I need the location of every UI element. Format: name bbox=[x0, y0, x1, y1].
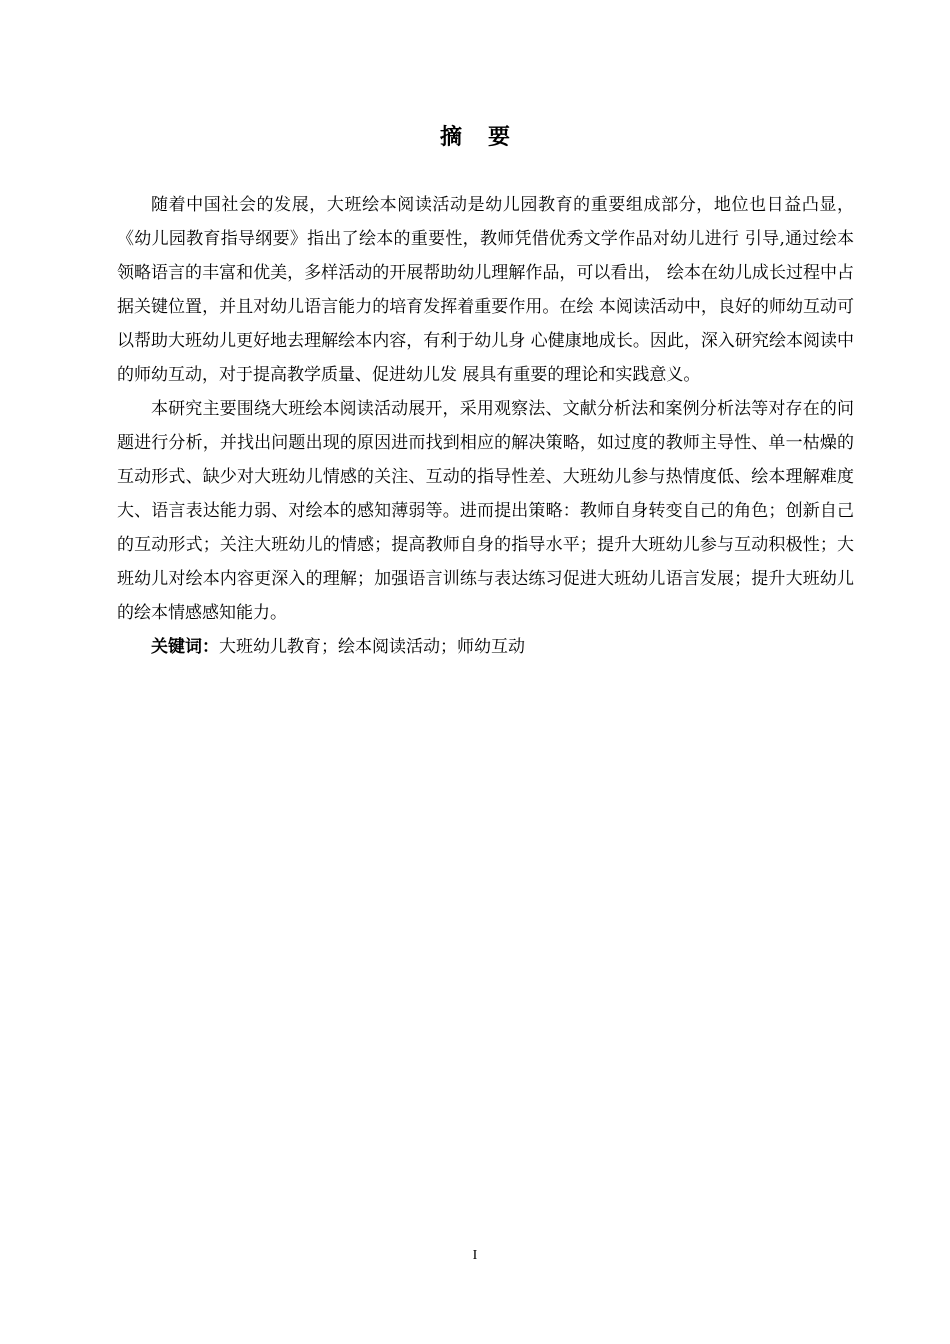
abstract-paragraph-2: 本研究主要围绕大班绘本阅读活动展开，采用观察法、文献分析法和案例分析法等对存在的问题进行分析，并找出问题出现的原因进而找到相应的解决策略，如过度的教师主导性、单一枯燥的互动形式、缺少对大班幼儿情感的关注、互动的指导性差、大班幼儿参与热情度低、绘本理解难度大、语言表达能力弱、对绘本的感知薄弱等。进而提出策略：教师自身转变自己的角色；创新自己的互动形式；关注大班幼儿的情感；提高教师自身的指导水平；提升大班幼儿参与互动积极性；大班幼儿对绘本内容更深入的理解；加强语言训练与表达练习促进大班幼儿语言发展；提升大班幼儿的绘本情感感知能力。 bbox=[117, 399, 854, 623]
abstract-paragraph-1: 随着中国社会的发展，大班绘本阅读活动是幼儿园教育的重要组成部分，地位也日益凸显，《幼儿园教育指导纲要》指出了绘本的重要性，教师凭借优秀文学作品对幼儿进行 引导,通过绘本领略语言的丰富和优美，多样活动的开展帮助幼儿理解作品，可以看出， 绘本在幼儿成长过程中占据关键位置，并且对幼儿语言能力的培育发挥着重要作用。在绘 本阅读活动中，良好的师幼互动可以帮助大班幼儿更好地去理解绘本内容，有利于幼儿身 心健康地成长。因此，深入研究绘本阅读中的师幼互动，对于提高教学质量、促进幼儿发 展具有重要的理论和实践意义。 bbox=[117, 195, 854, 385]
abstract-title: 摘要 bbox=[439, 125, 536, 150]
keywords-label: 关键词： bbox=[151, 637, 219, 657]
page-number: I bbox=[472, 1248, 478, 1263]
keywords-text: 大班幼儿教育；绘本阅读活动；师幼互动 bbox=[219, 637, 525, 657]
abstract-body bbox=[117, 188, 854, 664]
keywords-line bbox=[117, 630, 854, 664]
